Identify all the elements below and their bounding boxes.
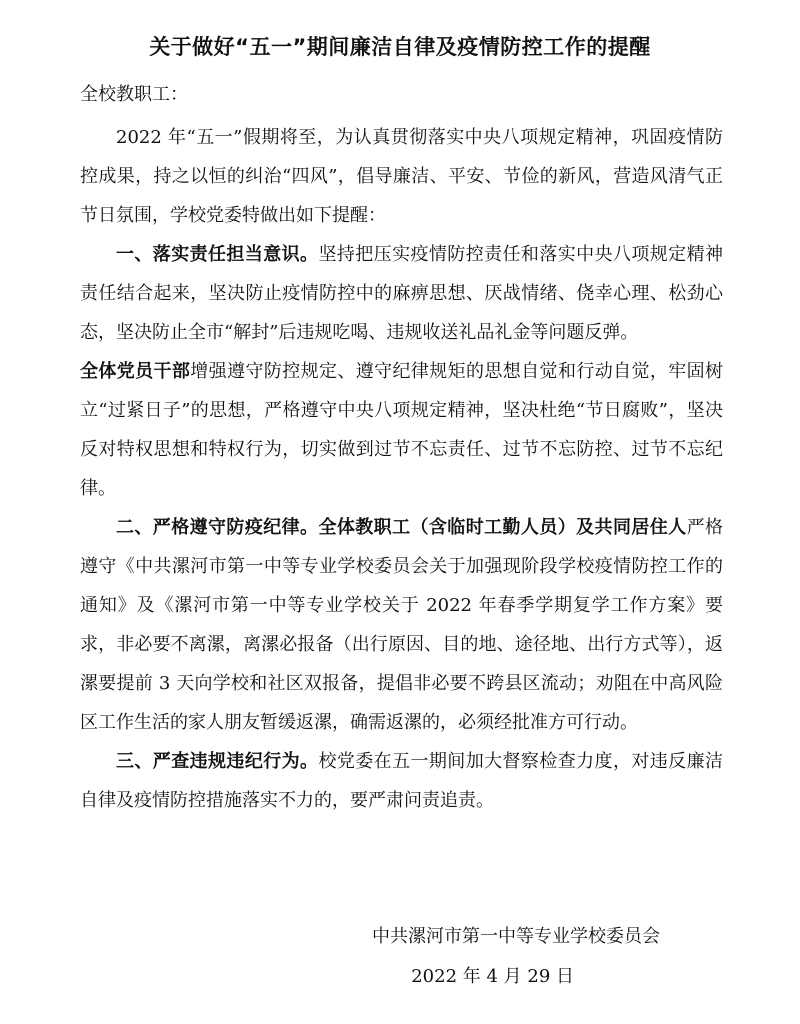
section-2-paragraph bbox=[80, 508, 723, 742]
section-2-text: 严格遵守《中共漯河市第一中等专业学校委员会关于加强现阶段学校疫情防控工作的通知》及《漯河市第一中等专业学校关于 2022 年春季学期复学工作方案》要求，非必要不离漯，离漯必报备（出行原因、目的地、途径地、出行方式等），返漯要提前 3 天向学校和社区双报备，提倡非必要不跨县区流动；劝阻在中高风险区工作生活的家人朋友暂缓返漯，确需返漯的，必须经批准方可行动。 bbox=[80, 517, 723, 733]
signature-organization: 中共漯河市第一中等专业学校委员会 bbox=[372, 926, 660, 947]
section-3-text: 校党委在五一期间加大督察检查力度，对违反廉洁自律及疫情防控措施落实不力的，要严肃问责追责。 bbox=[80, 751, 723, 811]
section-1-text: 坚持把压实疫情防控责任和落实中央八项规定精神责任结合起来，坚决防止疫情防控中的麻痹思想、厌战情绪、侥幸心理、松劲心态，坚决防止全市“解封”后违规吃喝、违规收送礼品礼金等问题反弹。 bbox=[80, 244, 723, 343]
section-3-paragraph bbox=[80, 742, 723, 820]
document-title: 关于做好“五一”期间廉洁自律及疫情防控工作的提醒 bbox=[149, 35, 651, 59]
signature-date: 2022 年 4 月 29 日 bbox=[411, 966, 574, 987]
section-1-text-2: 增强遵守防控规定、遵守纪律规矩的思想自觉和行动自觉，牢固树立“过紧日子”的思想，严格遵守中央八项规定精神，坚决杜绝“节日腐败”，坚决反对特权思想和特权行为，切实做到过节不忘责任、过节不忘防控、过节不忘纪律。 bbox=[80, 361, 723, 499]
intro-paragraph: 2022 年“五一”假期将至，为认真贯彻落实中央八项规定精神，巩固疫情防控成果，持之以恒的纠治“四风”，倡导廉洁、平安、节俭的新风，营造风清气正节日氛围，学校党委特做出如下提醒： bbox=[80, 127, 723, 226]
salutation: 全校教职工： bbox=[80, 84, 188, 105]
section-2-subject: 全体教职工（含临时工勤人员）及共同居住人 bbox=[318, 517, 687, 538]
section-1-subject: 全体党员干部 bbox=[80, 361, 191, 382]
section-1-heading: 一、落实责任担当意识。 bbox=[116, 244, 319, 265]
section-2-heading: 二、严格遵守防疫纪律。 bbox=[116, 517, 319, 538]
section-1-continuation bbox=[80, 352, 723, 508]
document-body bbox=[80, 118, 723, 820]
section-3-heading: 三、严查违规违纪行为。 bbox=[116, 751, 319, 772]
section-1-paragraph bbox=[80, 235, 723, 352]
